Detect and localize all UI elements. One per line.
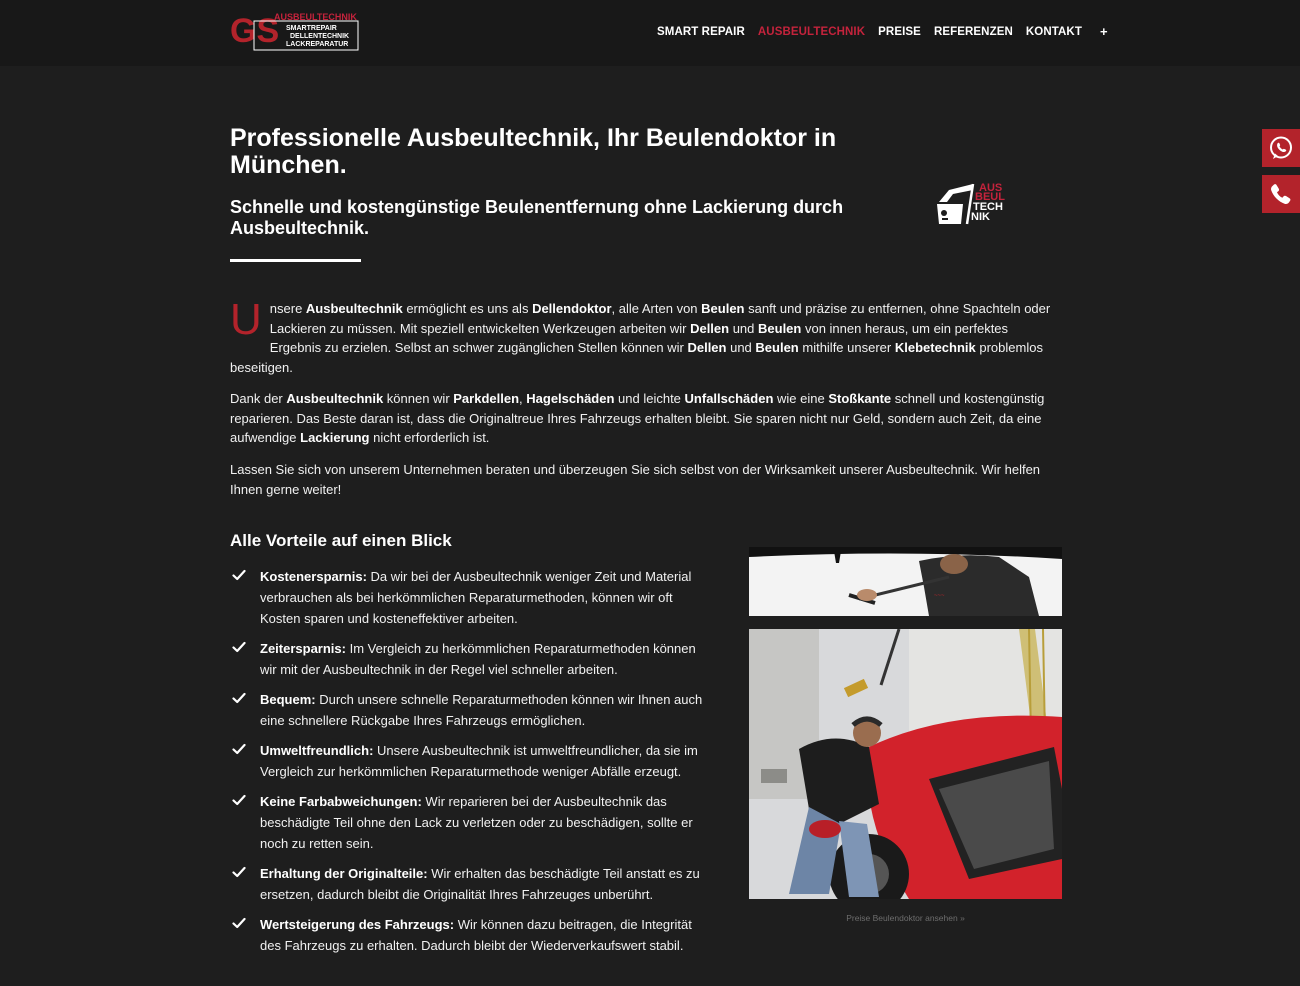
nav-kontakt[interactable]: KONTAKT <box>1025 26 1082 38</box>
benefit-item <box>232 863 712 905</box>
benefits-list <box>232 566 712 965</box>
svg-text:SMARTREPAIR: SMARTREPAIR <box>286 25 337 32</box>
dent-tool-photo <box>749 547 1062 616</box>
keyword-bold: Beulen <box>701 301 745 316</box>
benefit-description: Wir erhalten das beschädigte Teil anstatt es zu ersetzen, dadurch bleibt die Originalität Ihres Fahrzeuges unberührt. <box>260 866 700 902</box>
benefit-item <box>232 638 712 680</box>
svg-text:GS: GS <box>230 12 280 50</box>
benefit-description: Wir können dazu beitragen, die Integrität des Fahrzeugs zu erhalten. Dadurch bleibt der Wiederverkaufswert stabil. <box>260 917 692 953</box>
intro-paragraph-2: Dank der Ausbeultechnik können wir Parkdellen, Hagelschäden und leichte Unfallschäden wie eine Stoßkante schnell und kostengünstig reparieren. Das Beste daran ist, dass die Originaltreue Ihres Fahrzeugs erhalten bleibt. Sie sparen nicht nur Geld, sondern auch Zeit, da eine aufwendige Lackierung nicht erforderlich ist. <box>230 391 1045 445</box>
benefit-description: Da wir bei der Ausbeultechnik weniger Zeit und Material verbrauchen als bei herkömmlichen Reparaturmethoden, können wir oft Kosten sparen und kosteneffektiver arbeiten. <box>260 569 692 626</box>
benefit-description: Unsere Ausbeultechnik ist umweltfreundlicher, da sie im Vergleich zur herkömmlichen Reparaturmethode weniger Abfälle erzeugt. <box>260 743 698 779</box>
company-logo[interactable] <box>230 10 360 52</box>
keyword-bold: Hagelschäden <box>526 391 615 406</box>
keyword-bold: Dellen <box>687 340 727 355</box>
benefit-title: Wertsteigerung des Fahrzeugs: <box>260 917 455 932</box>
benefit-text <box>260 638 712 680</box>
svg-text:DELLENTECHNIK: DELLENTECHNIK <box>290 33 350 40</box>
check-icon <box>232 863 260 905</box>
benefit-title: Erhaltung der Originalteile: <box>260 866 428 881</box>
keyword-bold: Unfallschäden <box>684 391 774 406</box>
keyword-bold: Beulen <box>755 340 799 355</box>
benefit-item <box>232 566 712 629</box>
benefit-description: Im Vergleich zu herkömmlichen Reparaturmethoden können wir mit der Ausbeultechnik in der Regel viel schneller arbeiten. <box>260 641 696 677</box>
keyword-bold: Parkdellen <box>453 391 520 406</box>
page-subtitle: Schnelle und kostengünstige Beulenentfernung ohne Lackierung durch Ausbeultechnik. <box>230 197 844 238</box>
benefit-text <box>260 863 712 905</box>
nav-preise[interactable]: PREISE <box>878 26 921 38</box>
benefit-title: Keine Farbabweichungen: <box>260 794 422 809</box>
benefit-text <box>260 740 712 782</box>
nav-referenzen[interactable]: REFERENZEN <box>933 26 1013 38</box>
svg-text:NIK: NIK <box>971 211 990 223</box>
benefit-text <box>260 689 712 731</box>
check-icon <box>232 914 260 956</box>
keyword-bold: Ausbeultechnik <box>286 391 384 406</box>
svg-text:TECH: TECH <box>973 201 1003 213</box>
benefit-description: Durch unsere schnelle Reparaturmethoden können wir Ihnen auch eine schnellere Rückgabe Ihres Fahrzeugs ermöglichen. <box>260 692 703 728</box>
benefit-item <box>232 740 712 782</box>
main-navigation <box>657 26 1108 38</box>
check-icon <box>232 638 260 680</box>
title-divider <box>230 259 361 262</box>
intro-paragraph-3: Lassen Sie sich von unserem Unternehmen beraten und überzeugen Sie sich selbst von der Wirksamkeit unserer Ausbeultechnik. Wir helfen Ihnen gerne weiter! <box>230 462 1041 497</box>
site-header <box>0 0 1300 66</box>
keyword-bold: Beulen <box>758 320 802 336</box>
svg-text:LACKREPARATUR: LACKREPARATUR <box>286 41 349 48</box>
intro-paragraph-1: Unsere Ausbeultechnik ermöglicht es uns als Dellendoktor, alle Arten von Beulen sanft und präzise zu entfernen, ohne Spachteln oder Lackieren zu müssen. Mit speziell entwickelten Werkzeugen arbeiten wir Dellen und Beulen von innen heraus, um ein perfektes Ergebnis zu erzielen. Selbst an schwer zugänglichen Stellen können wir Dellen und Beulen mithilfe unserer Klebetechnik problemlos beseitigen. <box>230 295 1051 375</box>
nav-ausbeultechnik[interactable]: AUSBEULTECHNIK <box>757 26 866 38</box>
whatsapp-icon <box>1268 135 1294 161</box>
keyword-bold: Dellen <box>690 320 730 336</box>
benefits-heading: Alle Vorteile auf einen Blick <box>230 531 452 550</box>
drop-cap: U <box>230 295 262 344</box>
keyword-bold: Klebetechnik <box>894 340 976 355</box>
check-icon <box>232 566 260 629</box>
phone-button[interactable] <box>1262 175 1300 213</box>
nav-smart-repair[interactable]: SMART REPAIR <box>657 26 745 38</box>
nav-more-button[interactable]: + <box>1099 24 1108 39</box>
svg-text:AUSBEULTECHNIK: AUSBEULTECHNIK <box>274 12 357 22</box>
page-title: Professionelle Ausbeultechnik, Ihr Beulendoktor in München. <box>230 124 837 179</box>
keyword-bold: Lackierung <box>300 430 370 445</box>
whatsapp-button[interactable] <box>1262 129 1300 167</box>
benefit-text <box>260 791 712 854</box>
benefit-title: Umweltfreundlich: <box>260 743 374 758</box>
benefit-item <box>232 791 712 854</box>
benefit-item <box>232 914 712 956</box>
technician-repair-photo <box>749 629 1062 899</box>
keyword-bold: Ausbeultechnik <box>305 301 403 316</box>
svg-text:BEUL: BEUL <box>975 191 1005 203</box>
keyword-bold: Dellendoktor <box>532 301 612 316</box>
phone-icon <box>1269 182 1293 206</box>
svg-text:AUS: AUS <box>979 182 1003 194</box>
benefit-item <box>232 689 712 731</box>
keyword-bold: Stoßkante <box>828 391 892 406</box>
prices-link[interactable]: Preise Beulendoktor ansehen » <box>846 913 965 923</box>
benefit-title: Bequem: <box>260 692 316 707</box>
benefit-title: Kostenersparnis: <box>260 569 367 584</box>
benefit-description: Wir reparieren bei der Ausbeultechnik das beschädigte Teil ohne den Lack zu verletzen oder zu beschädigen, sollte er noch zu retten sein. <box>260 794 693 851</box>
check-icon <box>232 740 260 782</box>
check-icon <box>232 791 260 854</box>
benefit-title: Zeitersparnis: <box>260 641 346 656</box>
benefit-text <box>260 566 712 629</box>
ausbeultechnik-badge <box>933 180 1013 228</box>
svg-text:~~~: ~~~ <box>934 593 945 599</box>
check-icon <box>232 689 260 731</box>
benefit-text <box>260 914 712 956</box>
